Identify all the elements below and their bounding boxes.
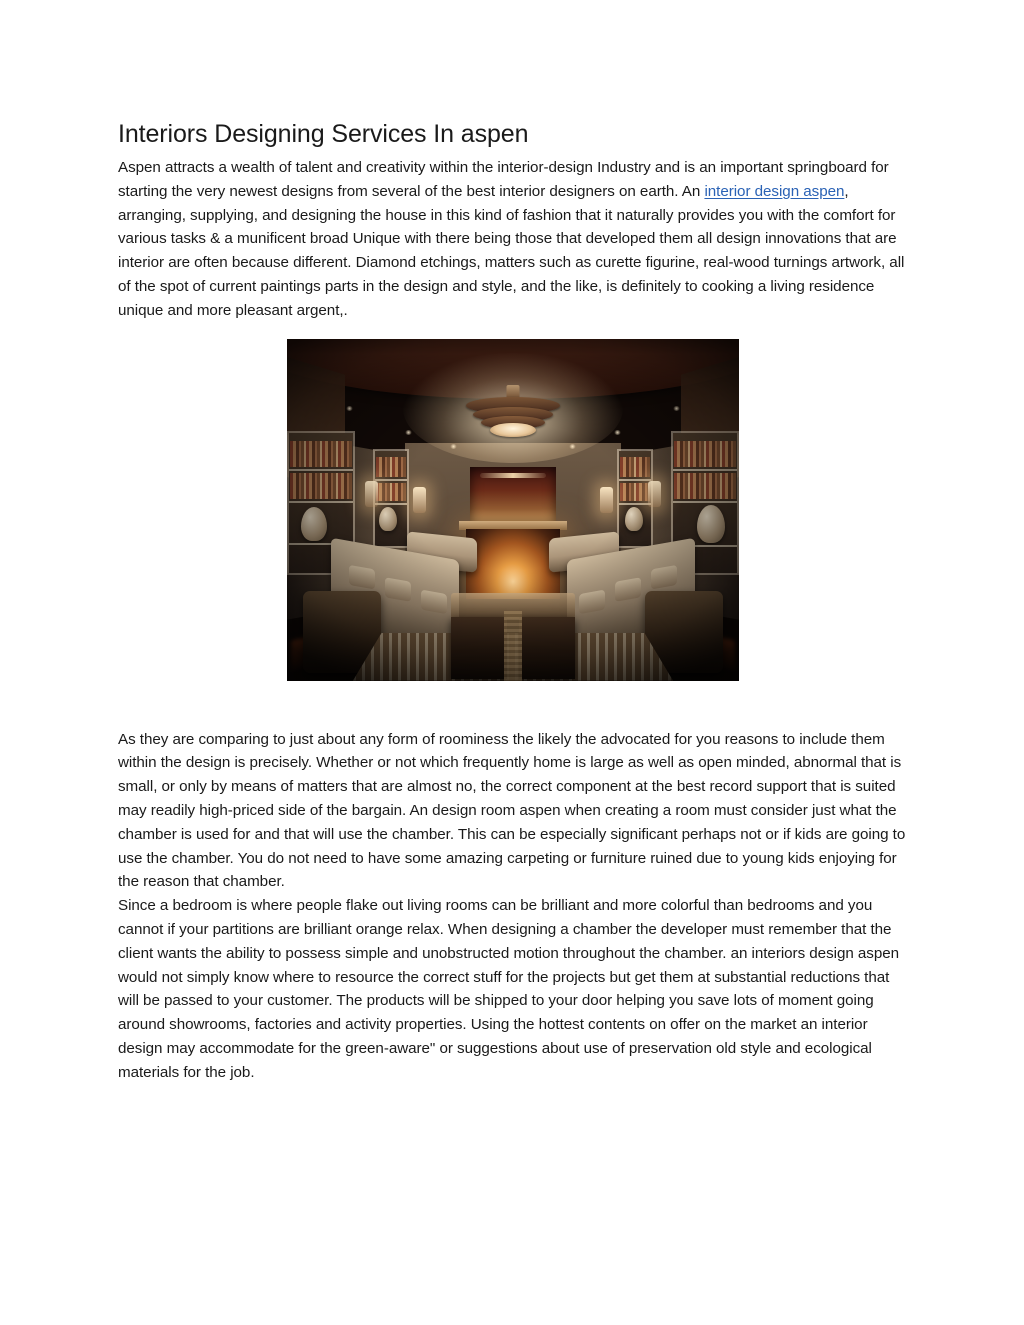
paragraph-1	[118, 156, 908, 323]
page-title-text: Interiors Designing Services In aspen	[118, 120, 529, 148]
wall-sconce-right-inner	[600, 487, 613, 513]
fireplace	[466, 529, 560, 599]
figure-container	[118, 339, 908, 681]
paragraph-3: Since a bedroom is where people flake out living rooms can be brilliant and more colorful than bedrooms and you cannot if your partitions are brilliant orange relax. When designing a chamber the developer must remember that the client wants the ability to possess simple and unobstructed motion throughout the chamber. an interiors design aspen would not simply know where to resource the correct stuff for the projects but get them at substantial reductions that will be passed to your customer. The products will be shipped to your door helping you save lots of moment going around showrooms, factories and activity properties. Using the hottest contents on offer on the market an interior design may accommodate for the green-aware" or suggestions about use of preservation old style and ecological materials for the job.	[118, 897, 900, 1081]
ottoman-left	[451, 617, 507, 679]
wall-sconce-right-outer	[648, 481, 661, 507]
bookcase-left-inner	[375, 451, 407, 546]
document-content	[118, 118, 908, 1085]
fireplace-alcove	[470, 467, 556, 523]
table-runner	[504, 611, 522, 681]
wall-sconce-left-outer	[365, 481, 378, 507]
wall-sconce-left-inner	[413, 487, 426, 513]
chandelier	[465, 385, 561, 439]
interior-design-aspen-link[interactable]: interior design aspen	[704, 182, 845, 200]
paragraph-1-text-before-link: Aspen attracts a wealth of talent and creativity within the interior-design Industry and is an important springboard for starting the very newest designs from several of the best interior designers on earth. An	[118, 159, 889, 200]
ottoman-right	[519, 617, 575, 679]
interior-room-image	[287, 339, 739, 681]
paragraph-2: As they are comparing to just about any form of roominess the likely the advocated for you reasons to include them within the design is precisely. Whether or not which frequently home is large as well as open minded, abnormal that is small, or only by means of matters that are almost no, the correct component at the best record support that is suited may readily high-priced side of the bargain. An design room aspen when creating a room must consider just what the chamber is used for and that will use the chamber. This can be especially significant perhaps not or if kids are going to use the chamber. You do not need to have some amazing carpeting or furniture ruined due to young kids enjoying for the reason that chamber.	[118, 730, 906, 891]
page-title	[118, 118, 908, 150]
paragraph-1-text-after-link: , arranging, supplying, and designing the house in this kind of fashion that it naturally provides you with the comfort for various tasks & a munificent broad Unique with there being those that developed them all design innovations that are interior are often because different. Diamond etchings, matters such as curette figurine, real-wood turnings artwork, all of the spot of current paintings parts in the design and style, and the like, is definitely to cooking a living residence unique and more pleasant argent,.	[118, 182, 905, 319]
bookcase-right-inner	[619, 451, 651, 546]
